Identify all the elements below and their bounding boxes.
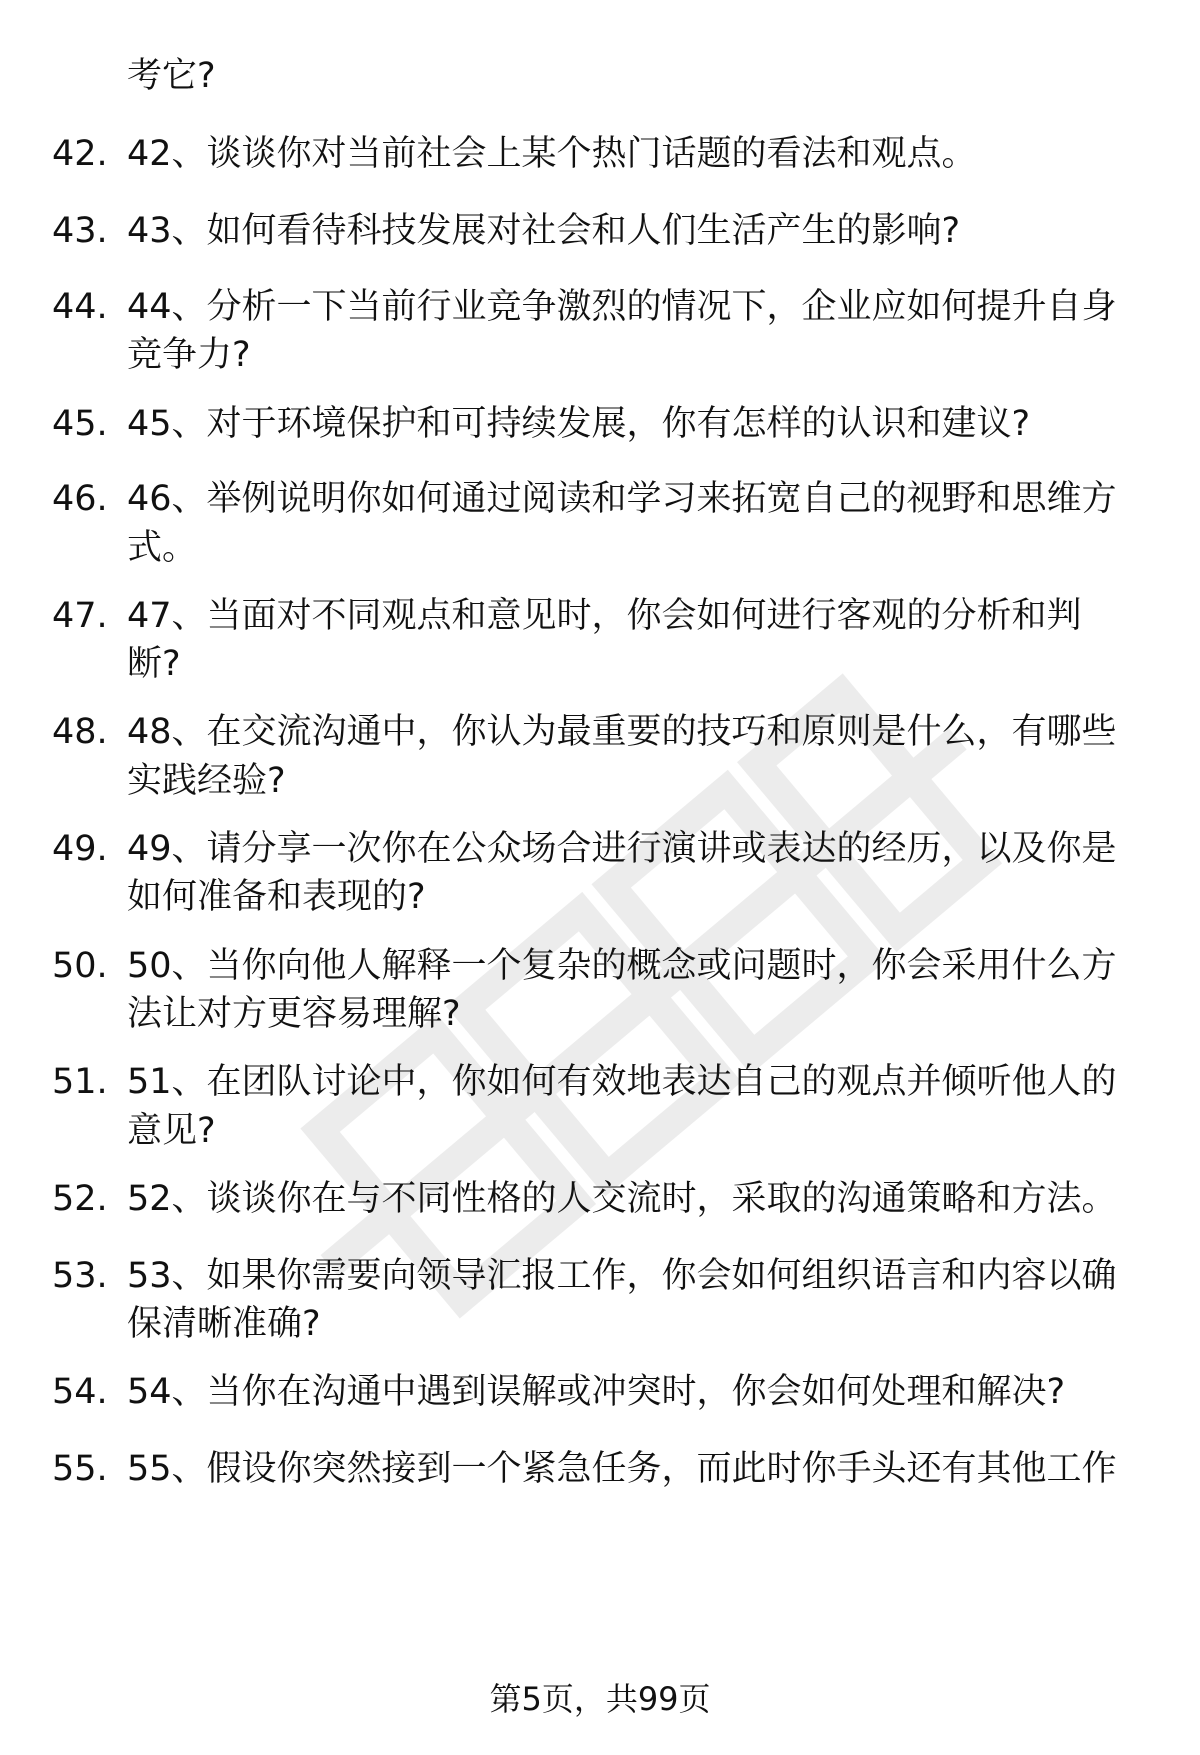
item-text: 53、如果你需要向领导汇报工作，你会如何组织语言和内容以确 (127, 1256, 1117, 1296)
item-text: 实践经验? (127, 761, 286, 801)
item-number: 54. (52, 1372, 108, 1412)
item-number: 55. (52, 1449, 108, 1489)
item-text: 49、请分享一次你在公众场合进行演讲或表达的经历，以及你是 (127, 829, 1117, 869)
item-text: 54、当你在沟通中遇到误解或冲突时，你会如何处理和解决? (127, 1372, 1066, 1412)
item-text: 式。 (127, 528, 198, 568)
item-text: 43、如何看待科技发展对社会和人们生活产生的影响? (127, 211, 961, 251)
item-text: 意见? (127, 1111, 216, 1151)
item-number: 44. (52, 287, 108, 327)
item-text: 55、假设你突然接到一个紧急任务，而此时你手头还有其他工作 (127, 1449, 1117, 1489)
item-text: 如何准备和表现的? (127, 877, 426, 917)
item-text: 46、举例说明你如何通过阅读和学习来拓宽自己的视野和思维方 (127, 479, 1117, 519)
item-number: 46. (52, 479, 108, 519)
item-number: 43. (52, 211, 108, 251)
item-text: 保清晰准确? (127, 1304, 321, 1344)
item-number: 45. (52, 404, 108, 444)
page-footer: 第5页，共99页 (489, 1680, 711, 1718)
item-text: 法让对方更容易理解? (127, 994, 461, 1034)
item-number: 51. (52, 1062, 108, 1102)
item-text: 竞争力? (127, 335, 251, 375)
item-text: 50、当你向他人解释一个复杂的概念或问题时，你会采用什么方 (127, 946, 1117, 986)
item-text: 51、在团队讨论中，你如何有效地表达自己的观点并倾听他人的 (127, 1062, 1117, 1102)
item-text: 45、对于环境保护和可持续发展，你有怎样的认识和建议? (127, 404, 1031, 444)
item-number: 48. (52, 712, 108, 752)
item-number: 52. (52, 1179, 108, 1219)
item-text: 48、在交流沟通中，你认为最重要的技巧和原则是什么，有哪些 (127, 712, 1117, 752)
item-number: 50. (52, 946, 108, 986)
item-text: 42、谈谈你对当前社会上某个热门话题的看法和观点。 (127, 134, 977, 174)
item-text: 47、当面对不同观点和意见时，你会如何进行客观的分析和判 (127, 596, 1082, 636)
item-text: 44、分析一下当前行业竞争激烈的情况下，企业应如何提升自身 (127, 287, 1117, 327)
continuation-text: 考它? (127, 56, 216, 96)
item-number: 49. (52, 829, 108, 869)
item-number: 53. (52, 1256, 108, 1296)
item-text: 断? (127, 644, 181, 684)
item-number: 47. (52, 596, 108, 636)
item-text: 52、谈谈你在与不同性格的人交流时，采取的沟通策略和方法。 (127, 1179, 1117, 1219)
item-number: 42. (52, 134, 108, 174)
